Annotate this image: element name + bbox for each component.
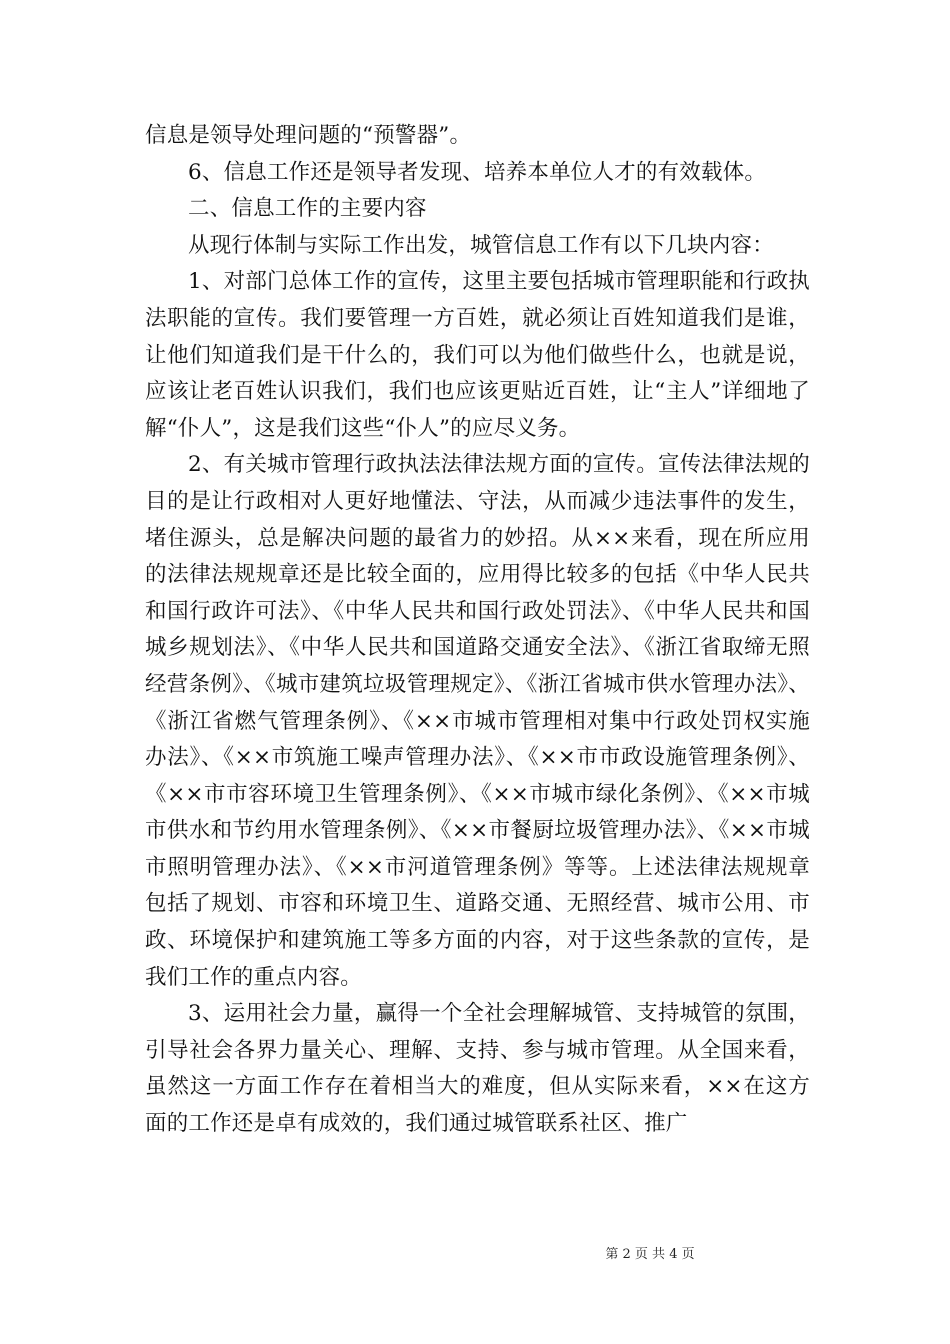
paragraph-item-2: 2、有关城市管理行政执法法律法规方面的宣传。宣传法律法规的目的是让行政相对人更好地懂法、守法，从而减少违法事件的发生，堵住源头，总是解决问题的最省力的妙招。从××来看，现在所应用的法律法规规章还是比较全面的，应用得比较多的包括《中华人民共和国行政许可法》、《中华人民共和国行政处罚法》、《中华人民共和国城乡规划法》、《中华人民共和国道路交通安全法》、《浙江省取缔无照经营条例》、《城市建筑垃圾管理规定》、《浙江省城市供水管理办法》、《浙江省燃气管理条例》、《××市城市管理相对集中行政处罚权实施办法》、《××市筑施工噪声管理办法》、《××市市政设施管理条例》、《××市市容环境卫生管理条例》、《××市城市绿化条例》、《××市城市供水和节约用水管理条例》、《××市餐厨垃圾管理办法》、《××市城市照明管理办法》、《××市河道管理条例》等等。上述法律法规规章包括了规划、市容和环境卫生、道路交通、无照经营、城市公用、市政、环境保护和建筑施工等多方面的内容，对于这些条款的宣传，是我们工作的重点内容。 (145, 452, 810, 990)
paragraph-item-6: 6、信息工作还是领导者发现、培养本单位人才的有效载体。 (188, 159, 767, 185)
page-number-footer: 第 2 页 共 4 页 (605, 1247, 695, 1262)
paragraph-continuation: 信息是领导处理问题的“预警器”。 (145, 123, 472, 148)
paragraph-item-1: 1、对部门总体工作的宣传，这里主要包括城市管理职能和行政执法职能的宣传。我们要管理一方百姓，就必须让百姓知道我们是谁，让他们知道我们是干什么的，我们可以为他们做些什么，也就是说，应该让老百姓认识我们，我们也应该更贴近百姓，让“主人”详细地了解“仆人”，这是我们这些“仆人”的应尽义务。 (145, 269, 810, 441)
document-body (145, 118, 810, 1143)
paragraph-intro: 从现行体制与实际工作出发，城管信息工作有以下几块内容： (188, 232, 774, 258)
paragraph-item-3: 3、运用社会力量，赢得一个全社会理解城管、支持城管的氛围，引导社会各界力量关心、理解、支持、参与城市管理。从全国来看，虽然这一方面工作存在着相当大的难度，但从实际来看，××在这方面的工作还是卓有成效的，我们通过城管联系社区、推广 (145, 1001, 810, 1137)
section-heading: 二、信息工作的主要内容 (188, 196, 427, 222)
